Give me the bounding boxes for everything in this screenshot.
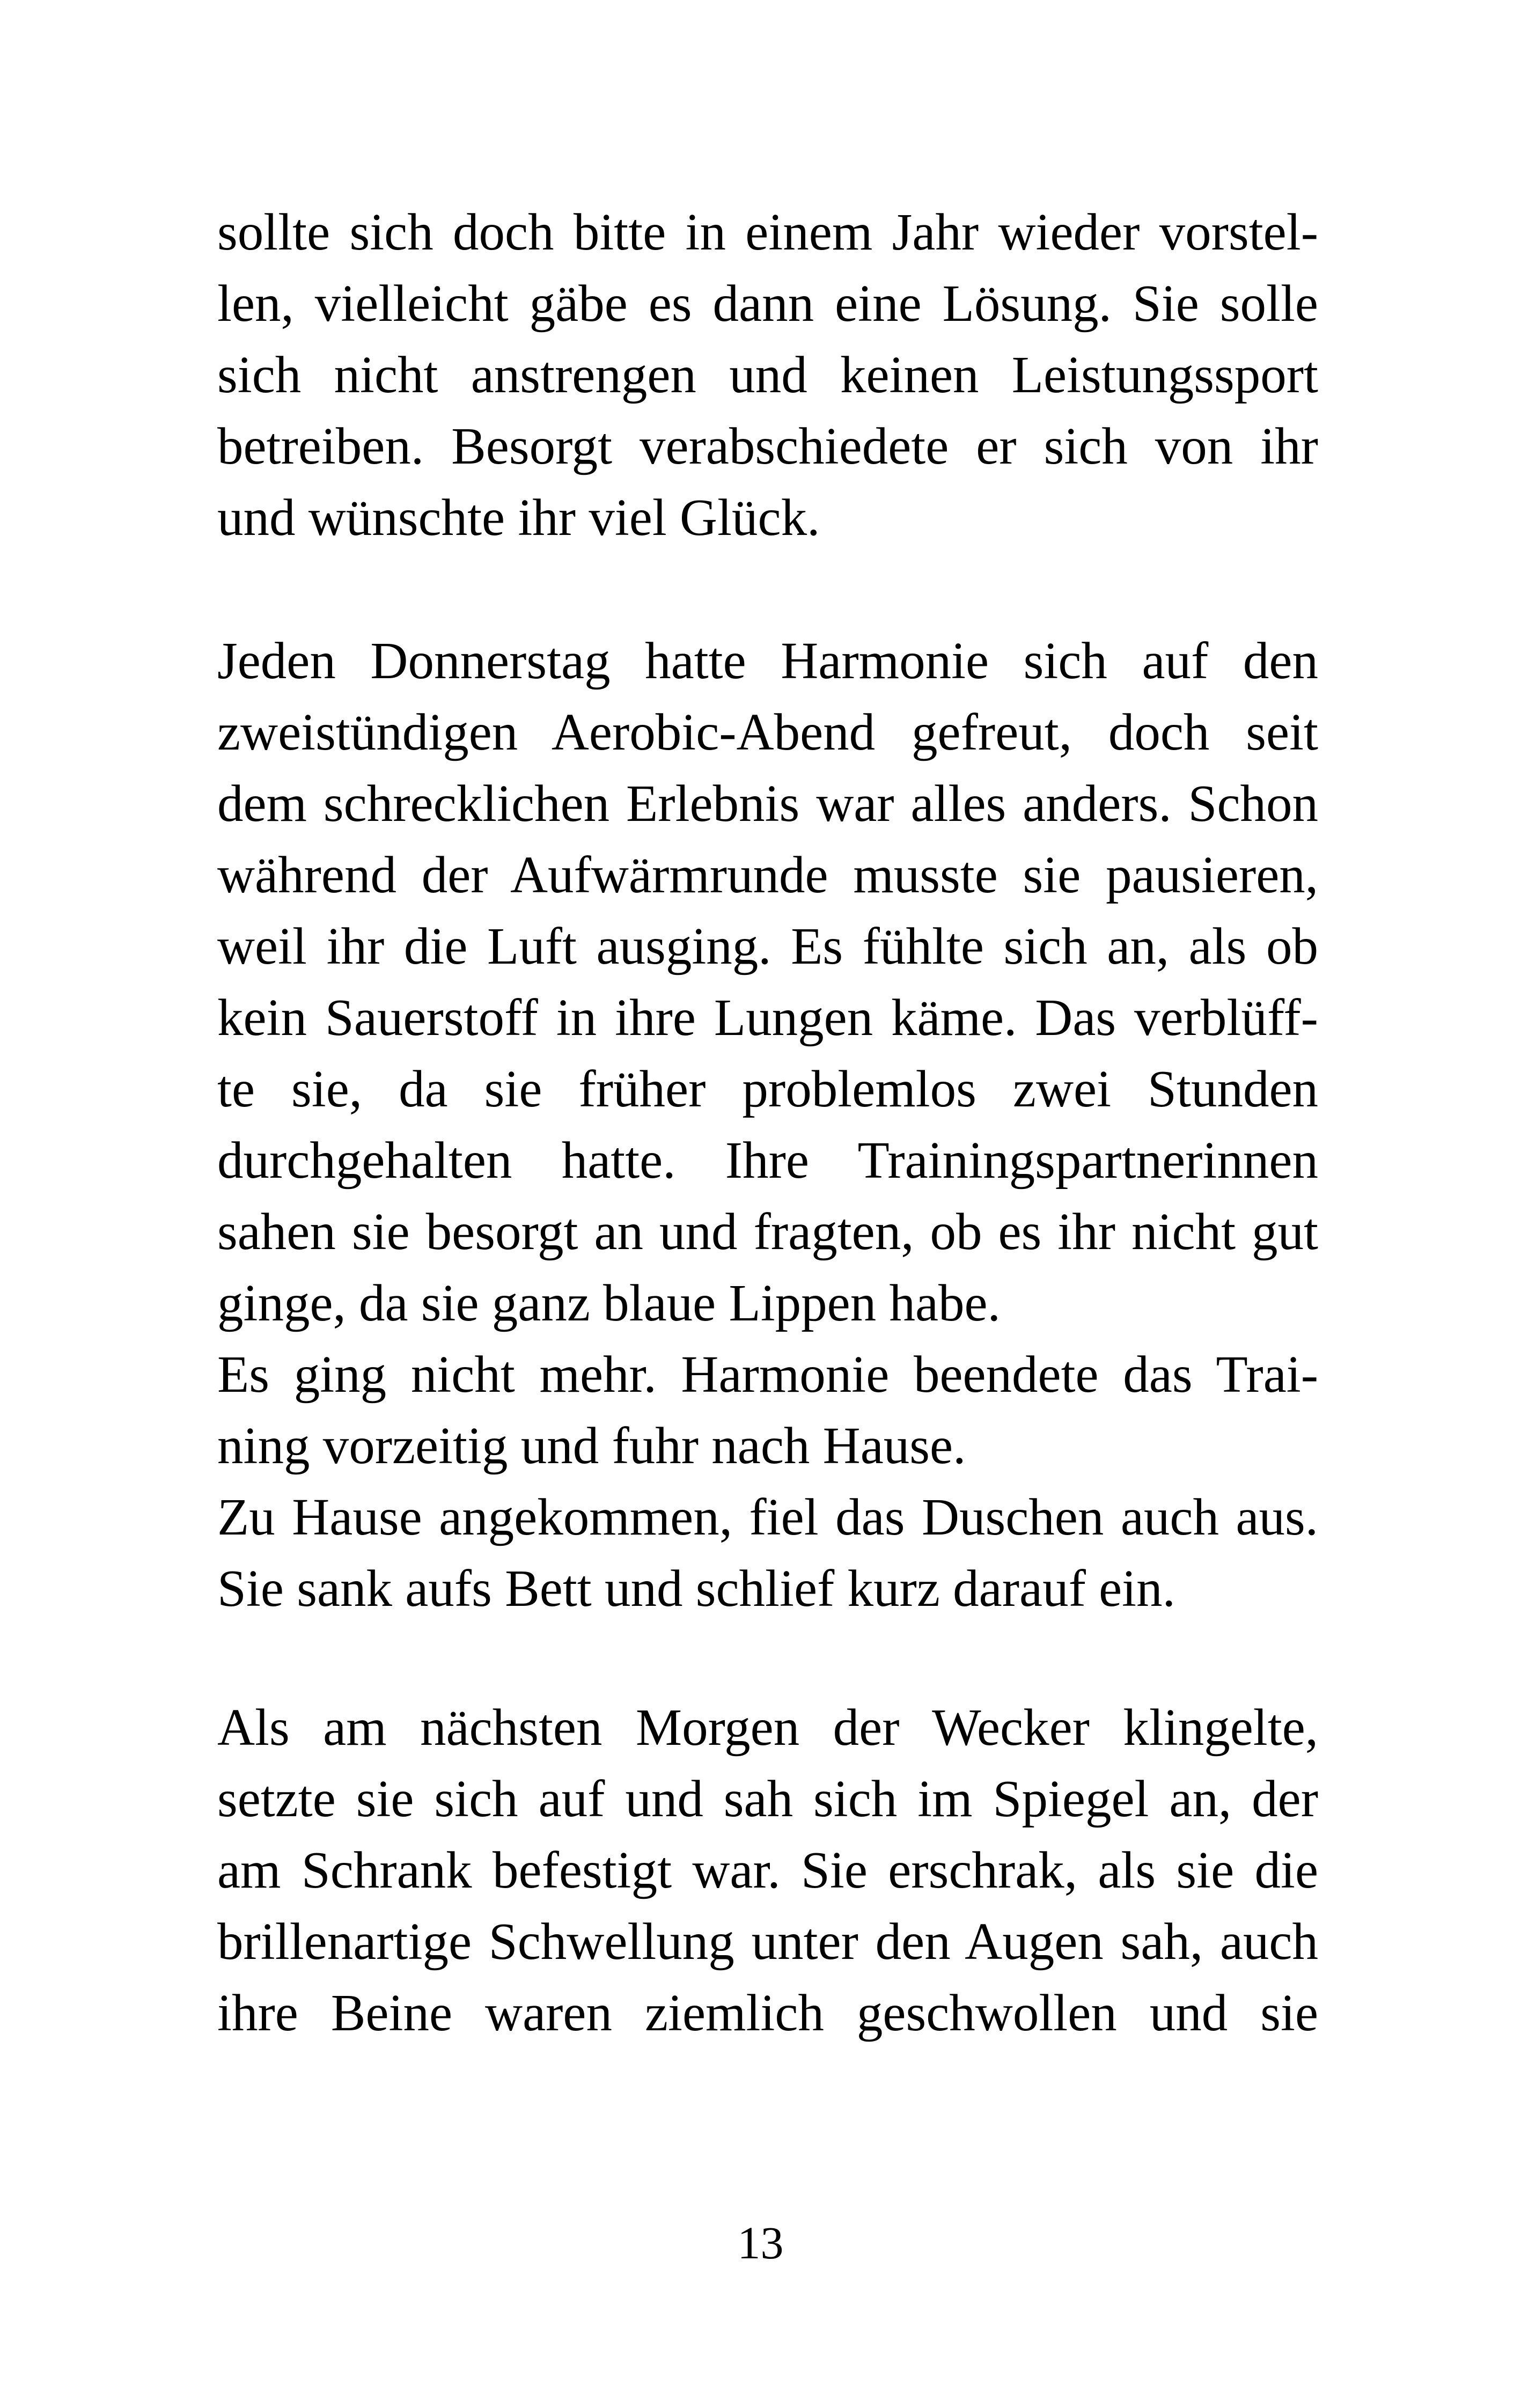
text-line: ning vorzeitig und fuhr nach Hause. [217,1417,966,1474]
text-line: zweistündigen Aerobic-Abend gefreut, doch seit [217,703,1318,761]
paragraph-3 [217,1692,1318,2049]
text-line: setzte sie sich auf und sah sich im Spiegel an, der [217,1770,1318,1827]
text-line: sich nicht anstrengen und keinen Leistungssport [217,346,1318,403]
text-line: Als am nächsten Morgen der Wecker klingelte, [217,1699,1318,1756]
paragraph-2 [217,625,1318,1624]
text-line: len, vielleicht gäbe es dann eine Lösung. Sie solle [217,275,1318,332]
page-number: 13 [737,2217,784,2268]
text-line: Es ging nicht mehr. Harmonie beendete das Trai- [217,1346,1318,1403]
text-line: ihre Beine waren ziemlich geschwollen und sie [217,1984,1318,2042]
text-line: und wünschte ihr viel Glück. [217,489,820,546]
text-line: betreiben. Besorgt verabschiedete er sich von ihr [217,417,1318,475]
text-line: kein Sauerstoff in ihre Lungen käme. Das verblüff- [217,989,1318,1046]
text-line: während der Aufwärmrunde musste sie pausieren, [217,846,1318,904]
text-line: sahen sie besorgt an und fragten, ob es ihr nicht gut [217,1203,1318,1260]
text-line: durchgehalten hatte. Ihre Trainingspartnerinnen [217,1132,1318,1189]
text-line: ginge, da sie ganz blaue Lippen habe. [217,1274,1001,1332]
text-line: Jeden Donnerstag hatte Harmonie sich auf den [217,632,1318,689]
paragraph-1 [217,196,1318,553]
text-line: weil ihr die Luft ausging. Es fühlte sich an, als ob [217,917,1318,975]
text-line: dem schrecklichen Erlebnis war alles anders. Schon [217,775,1318,832]
text-line: brillenartige Schwellung unter den Augen sah, auch [217,1913,1318,1970]
text-line: sollte sich doch bitte in einem Jahr wieder vorstel- [217,203,1318,261]
text-line: Sie sank aufs Bett und schlief kurz darauf ein. [217,1560,1175,1617]
text-line: am Schrank befestigt war. Sie erschrak, als sie die [217,1841,1318,1899]
text-line: te sie, da sie früher problemlos zwei Stunden [217,1060,1318,1118]
text-line: Zu Hause angekommen, fiel das Duschen auch aus. [217,1488,1318,1546]
